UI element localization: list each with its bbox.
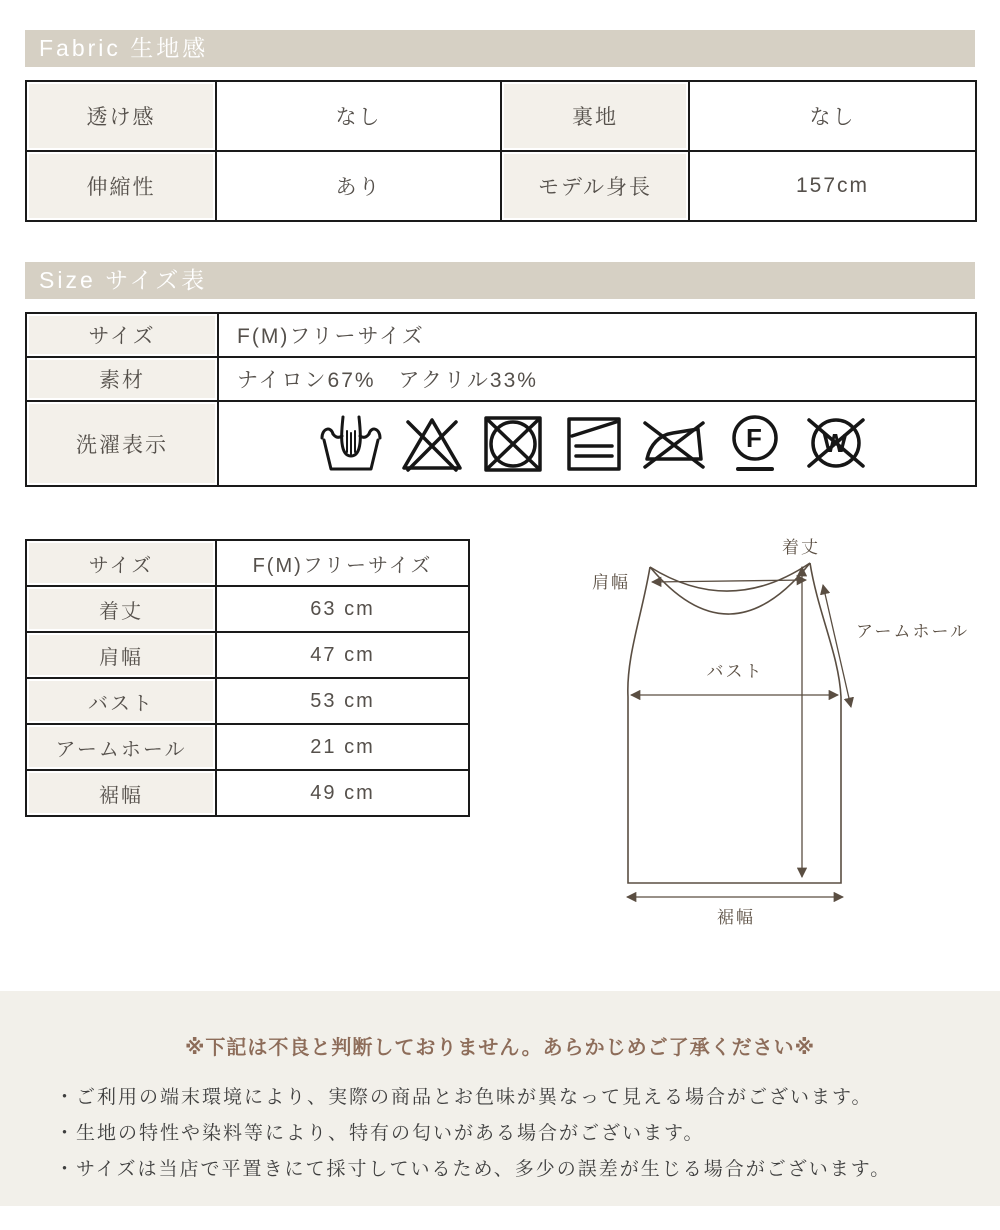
do-not-iron-icon [641, 413, 707, 475]
fabric-value-sheerness: なし [216, 81, 501, 151]
table-row [26, 81, 976, 151]
diagram-label-length: 着丈 [782, 538, 820, 557]
diagram-label-shoulder: 肩幅 [592, 573, 630, 592]
page [0, 30, 1000, 1230]
diagram-label-bust: バスト [706, 662, 764, 681]
dry-clean-petroleum-gentle-icon [722, 413, 788, 475]
diagram-label-armhole: アームホール [856, 622, 970, 641]
list-item: ・ご利用の端末環境により、実際の商品とお色味が異なって見える場合がございます。 [55, 1087, 873, 1108]
measure-arrows [627, 567, 851, 897]
hand-wash-icon [318, 413, 384, 475]
care-letter-f: F [746, 422, 765, 453]
size-section-header: Size サイズ表 [25, 262, 975, 299]
table-row [26, 151, 976, 221]
list-item: ・サイズは当店で平置きにて採寸しているため、多少の誤差が生じる場合がございます。 [55, 1159, 892, 1180]
fabric-label-sheerness: 透け感 [26, 81, 216, 151]
measure-value-shoulder: 47 cm [216, 632, 469, 678]
measure-value-hem: 49 cm [216, 770, 469, 816]
measure-label-hem: 裾幅 [26, 770, 216, 816]
fabric-value-lining: なし [689, 81, 976, 151]
fabric-label-model-height: モデル身長 [501, 151, 689, 221]
measurement-section [25, 487, 975, 947]
size-info-table [25, 312, 977, 487]
notes-list [0, 1080, 1000, 1188]
fabric-label-stretch: 伸縮性 [26, 151, 216, 221]
drip-dry-flat-in-shade-icon [561, 413, 627, 475]
care-label: 洗濯表示 [26, 401, 218, 486]
table-row [26, 357, 976, 401]
table-row [26, 313, 976, 357]
table-row [26, 724, 469, 770]
diagram-label-hem: 裾幅 [717, 908, 755, 927]
table-row [26, 540, 469, 586]
table-row [26, 632, 469, 678]
fabric-section-header: Fabric 生地感 [25, 30, 975, 67]
table-row [26, 770, 469, 816]
content [0, 30, 1000, 947]
notes-section [0, 991, 1000, 1206]
size-label: サイズ [26, 313, 218, 357]
measurement-table [25, 539, 470, 817]
care-letter-w: W [822, 427, 850, 458]
measure-label-armhole: アームホール [26, 724, 216, 770]
table-row [26, 678, 469, 724]
list-item: ・生地の特性や染料等により、特有の匂いがある場合がございます。 [55, 1123, 705, 1144]
measure-value-bust: 53 cm [216, 678, 469, 724]
material-label: 素材 [26, 357, 218, 401]
notes-title: ※下記は不良と判断しておりません。あらかじめご了承ください※ [184, 1037, 816, 1059]
garment-diagram [560, 525, 990, 947]
fabric-table [25, 80, 977, 222]
fabric-label-lining: 裏地 [501, 81, 689, 151]
fabric-value-stretch: あり [216, 151, 501, 221]
table-row [26, 586, 469, 632]
measure-value-length: 63 cm [216, 586, 469, 632]
measure-label-length: 着丈 [26, 586, 216, 632]
do-not-bleach-icon [399, 413, 465, 475]
material-value: ナイロン67% アクリル33% [218, 357, 976, 401]
measure-label-shoulder: 肩幅 [26, 632, 216, 678]
table-row [26, 401, 976, 486]
care-symbols-cell [218, 401, 976, 486]
tank-top-outline [628, 563, 841, 883]
measure-header-label: サイズ [26, 540, 216, 586]
do-not-tumble-dry-icon [480, 413, 546, 475]
size-value: F(M)フリーサイズ [218, 313, 976, 357]
measure-label-bust: バスト [26, 678, 216, 724]
fabric-value-model-height: 157cm [689, 151, 976, 221]
do-not-wet-clean-icon [803, 413, 869, 475]
measure-header-value: F(M)フリーサイズ [216, 540, 469, 586]
measure-value-armhole: 21 cm [216, 724, 469, 770]
